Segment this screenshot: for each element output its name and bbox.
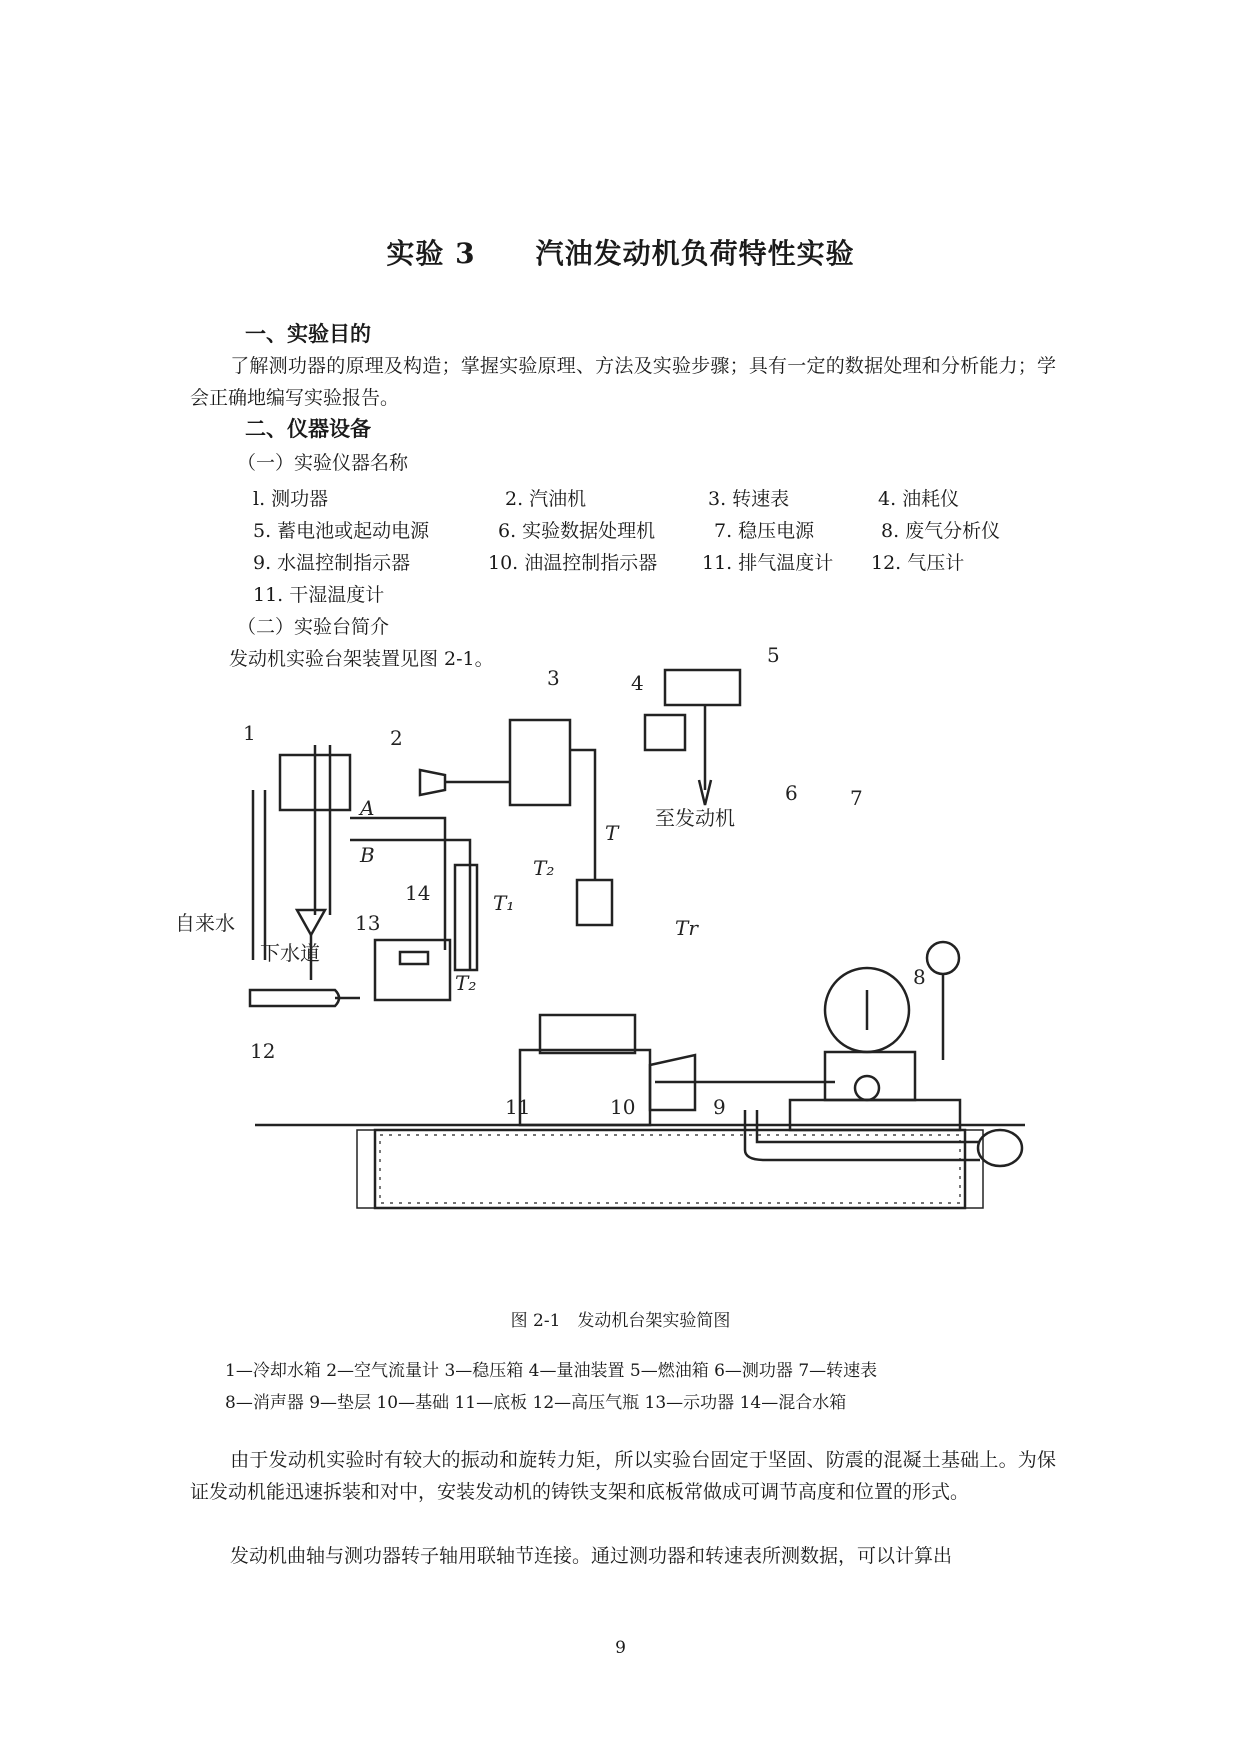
- experiment-name: 汽油发动机负荷特性实验: [535, 237, 855, 270]
- body-paragraph-1-text: 由于发动机实验时有较大的振动和旋转力矩，所以实验台固定于坚固、防震的混凝土基础上。为保证发动机能迅速拆装和对中，安装发动机的铸铁支架和底板常做成可调节高度和位置的形式。: [190, 1449, 1056, 1503]
- drain-label: 下水道: [260, 941, 320, 965]
- point-a-label: A: [360, 796, 375, 820]
- diagram-label: 11: [505, 1095, 531, 1119]
- diagram-label: 10: [610, 1095, 636, 1119]
- purpose-text: 了解测功器的原理及构造；掌握实验原理、方法及实验步骤；具有一定的数据处理和分析能力；学会正确地编写实验报告。: [190, 355, 1056, 409]
- subheading-bench-intro: （二）实验台简介: [237, 616, 390, 638]
- experiment-number: 实验 3: [386, 237, 476, 270]
- diagram-label: 1: [243, 721, 256, 745]
- point-b-label: B: [360, 843, 375, 867]
- equipment-item: 7. 稳压电源: [714, 520, 815, 542]
- diagram-label: 14: [405, 881, 431, 905]
- figure-caption: 图 2-1 发动机台架实验简图: [510, 1311, 731, 1331]
- equipment-item: 6. 实验数据处理机: [498, 520, 656, 542]
- equipment-item: 12. 气压计: [871, 552, 965, 574]
- page-title: [0, 232, 1241, 272]
- equipment-item: l. 测功器: [253, 488, 329, 510]
- diagram-label: 8: [913, 965, 926, 989]
- equipment-item: 5. 蓄电池或起动电源: [253, 520, 430, 542]
- tap-water-label: 自来水: [175, 911, 235, 935]
- equipment-item: 9. 水温控制指示器: [253, 552, 411, 574]
- equipment-item: 10. 油温控制指示器: [488, 552, 658, 574]
- equipment-item: 4. 油耗仪: [878, 488, 960, 510]
- page-number: 9: [615, 1638, 626, 1658]
- diagram-label: 13: [355, 911, 381, 935]
- equipment-item: 2. 汽油机: [505, 488, 587, 510]
- temp-t2-label: T₂: [533, 856, 555, 880]
- figure-legend-line-1: 1—冷却水箱 2—空气流量计 3—稳压箱 4—量油装置 5—燃油箱 6—测功器 7—转速表: [225, 1361, 878, 1381]
- body-paragraph-1: [190, 1444, 1056, 1508]
- equipment-item: 8. 废气分析仪: [881, 520, 1001, 542]
- figure-legend-line-2: 8—消声器 9—垫层 10—基础 11—底板 12—高压气瓶 13—示功器 14—混合水箱: [225, 1393, 847, 1413]
- diagram-label: 5: [767, 643, 780, 667]
- diagram-label: 4: [631, 671, 644, 695]
- equipment-item: 11. 干湿温度计: [253, 584, 385, 606]
- temp-t1-label: T₁: [493, 891, 515, 915]
- diagram-label: 12: [250, 1039, 276, 1063]
- temp-t-label: T: [605, 821, 619, 845]
- equipment-item: 3. 转速表: [708, 488, 790, 510]
- diagram-label: 9: [713, 1095, 726, 1119]
- diagram-label: 2: [390, 726, 403, 750]
- to-engine-label: 至发动机: [655, 806, 735, 830]
- body-paragraph-2: [190, 1540, 1056, 1572]
- diagram-label: 6: [785, 781, 798, 805]
- body-paragraph-2-text: 发动机曲轴与测功器转子轴用联轴节连接。通过测功器和转速表所测数据，可以计算出: [230, 1545, 953, 1567]
- section-heading-equipment: 二、仪器设备: [245, 417, 371, 441]
- subheading-instrument-names: （一）实验仪器名称: [237, 452, 409, 474]
- equipment-item: 11. 排气温度计: [702, 552, 834, 574]
- purpose-paragraph: [190, 350, 1056, 414]
- temp-t2b-label: T₂: [455, 971, 477, 995]
- diagram-label: 3: [547, 666, 560, 690]
- temp-tr-label: Tr: [675, 916, 698, 940]
- section-heading-purpose: 一、实验目的: [245, 322, 371, 346]
- diagram-label: 7: [850, 786, 863, 810]
- bench-intro-text: 发动机实验台架装置见图 2-1。: [229, 648, 494, 670]
